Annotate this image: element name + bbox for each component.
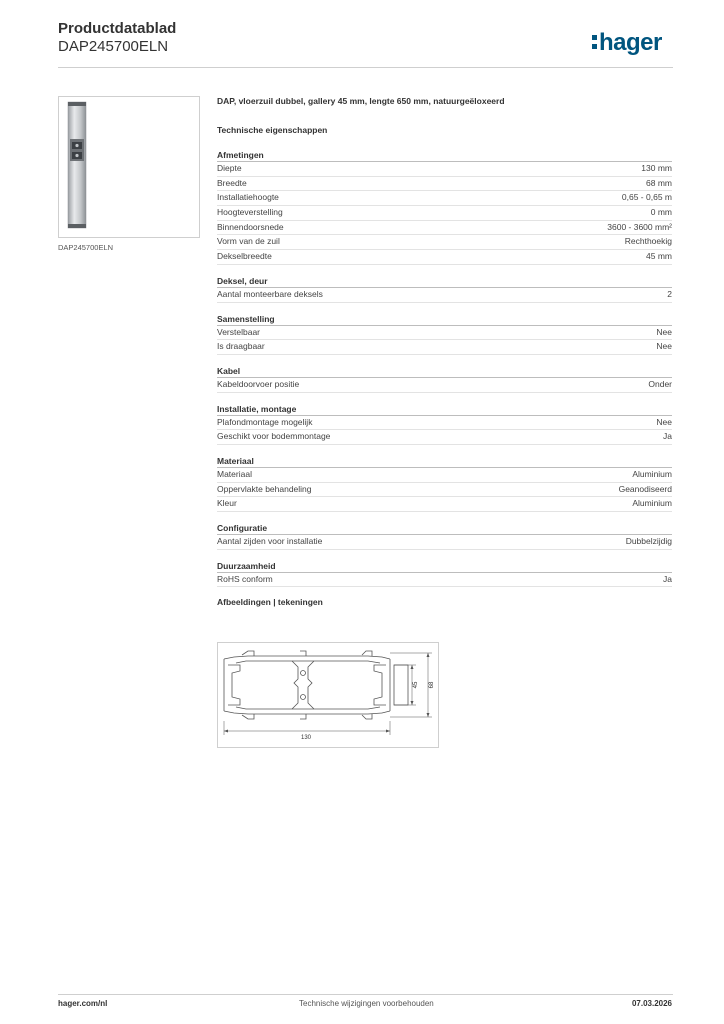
property-value: 45 mm [646, 251, 672, 262]
product-image-caption: DAP245700ELN [58, 243, 114, 252]
property-row [217, 235, 672, 250]
property-label: Oppervlakte behandeling [217, 483, 312, 494]
property-row [217, 191, 672, 206]
dim-height-label: 68 [429, 681, 435, 689]
property-row [217, 162, 672, 177]
property-section [217, 365, 672, 393]
property-value: Ja [663, 573, 672, 584]
property-row [217, 206, 672, 221]
hager-logo [592, 29, 662, 57]
property-label: RoHS conform [217, 573, 273, 584]
document-title: Productdatablad [58, 20, 177, 37]
property-value: Aluminium [632, 468, 672, 479]
footer-website-link[interactable]: hager.com/nl [58, 999, 108, 1008]
product-code: DAP245700ELN [58, 38, 169, 55]
property-row [217, 416, 672, 431]
property-row [217, 483, 672, 498]
footer-disclaimer: Technische wijzigingen voorbehouden [299, 999, 434, 1008]
property-row [217, 250, 672, 265]
section-title: Installatie, montage [217, 403, 672, 416]
section-title: Configuratie [217, 522, 672, 535]
section-title: Kabel [217, 365, 672, 378]
property-section [217, 522, 672, 550]
property-row [217, 221, 672, 236]
property-value: 0 mm [650, 207, 672, 218]
property-label: Plafondmontage mogelijk [217, 416, 313, 427]
section-title: Deksel, deur [217, 275, 672, 288]
property-value: Dubbelzijdig [625, 536, 672, 546]
section-title: Samenstelling [217, 313, 672, 326]
property-row [217, 573, 672, 588]
property-row [217, 430, 672, 445]
logo-text: hager [599, 29, 662, 56]
product-description: DAP, vloerzuil dubbel, gallery 45 mm, lengte 650 mm, natuurgeëloxeerd [217, 96, 505, 106]
property-section [217, 149, 672, 265]
property-value: Nee [656, 341, 672, 352]
property-section [217, 313, 672, 355]
property-label: Breedte [217, 177, 247, 188]
property-value: 2 [667, 288, 672, 299]
figures-title: Afbeeldingen | tekeningen [217, 597, 323, 608]
technical-drawing [217, 642, 439, 748]
header-divider [58, 67, 673, 68]
property-value: Ja [663, 431, 672, 442]
property-row [217, 378, 672, 393]
technical-title: Technische eigenschappen [217, 125, 328, 135]
property-label: Aantal zijden voor installatie [217, 536, 323, 546]
property-label: Verstelbaar [217, 326, 260, 337]
section-title: Materiaal [217, 455, 672, 468]
property-value: Nee [656, 326, 672, 337]
property-value: Aluminium [632, 498, 672, 509]
property-label: Aantal monteerbare deksels [217, 288, 323, 299]
property-label: Kleur [217, 498, 237, 509]
property-section [217, 560, 672, 588]
property-section [217, 275, 672, 303]
section-title: Afmetingen [217, 149, 672, 162]
logo-dots-icon [592, 35, 597, 53]
property-value: Rechthoekig [624, 236, 672, 247]
property-label: Binnendoorsnede [217, 221, 284, 232]
property-label: Hoogteverstelling [217, 207, 283, 218]
property-value: Nee [656, 416, 672, 427]
property-section [217, 403, 672, 445]
technical-properties [217, 96, 672, 607]
dim-width-label: 130 [300, 735, 312, 741]
section-title: Duurzaamheid [217, 560, 672, 573]
product-image [58, 96, 200, 238]
property-label: Installatiehoogte [217, 192, 279, 203]
property-label: Dekselbreedte [217, 251, 272, 262]
property-value: Onder [648, 378, 672, 389]
property-label: Diepte [217, 163, 242, 173]
property-value: 130 mm [641, 163, 672, 173]
property-row [217, 468, 672, 483]
property-label: Vorm van de zuil [217, 236, 280, 247]
footer-date: 07.03.2026 [631, 999, 672, 1008]
property-row [217, 497, 672, 512]
property-label: Geschikt voor bodemmontage [217, 431, 331, 442]
property-row [217, 326, 672, 341]
dim-inner-label: 45 [413, 681, 419, 689]
property-sections [217, 149, 672, 587]
property-label: Is draagbaar [217, 341, 265, 352]
property-value: 0,65 - 0,65 m [621, 192, 672, 203]
property-label: Kabeldoorvoer positie [217, 378, 300, 389]
footer-divider [58, 994, 673, 995]
property-row [217, 177, 672, 192]
property-value: Geanodiseerd [618, 483, 672, 494]
property-row [217, 288, 672, 303]
property-label: Materiaal [217, 468, 252, 479]
property-value: 3600 - 3600 mm² [607, 221, 672, 232]
property-row [217, 340, 672, 355]
property-section [217, 455, 672, 512]
property-value: 68 mm [646, 177, 672, 188]
property-row [217, 535, 672, 550]
